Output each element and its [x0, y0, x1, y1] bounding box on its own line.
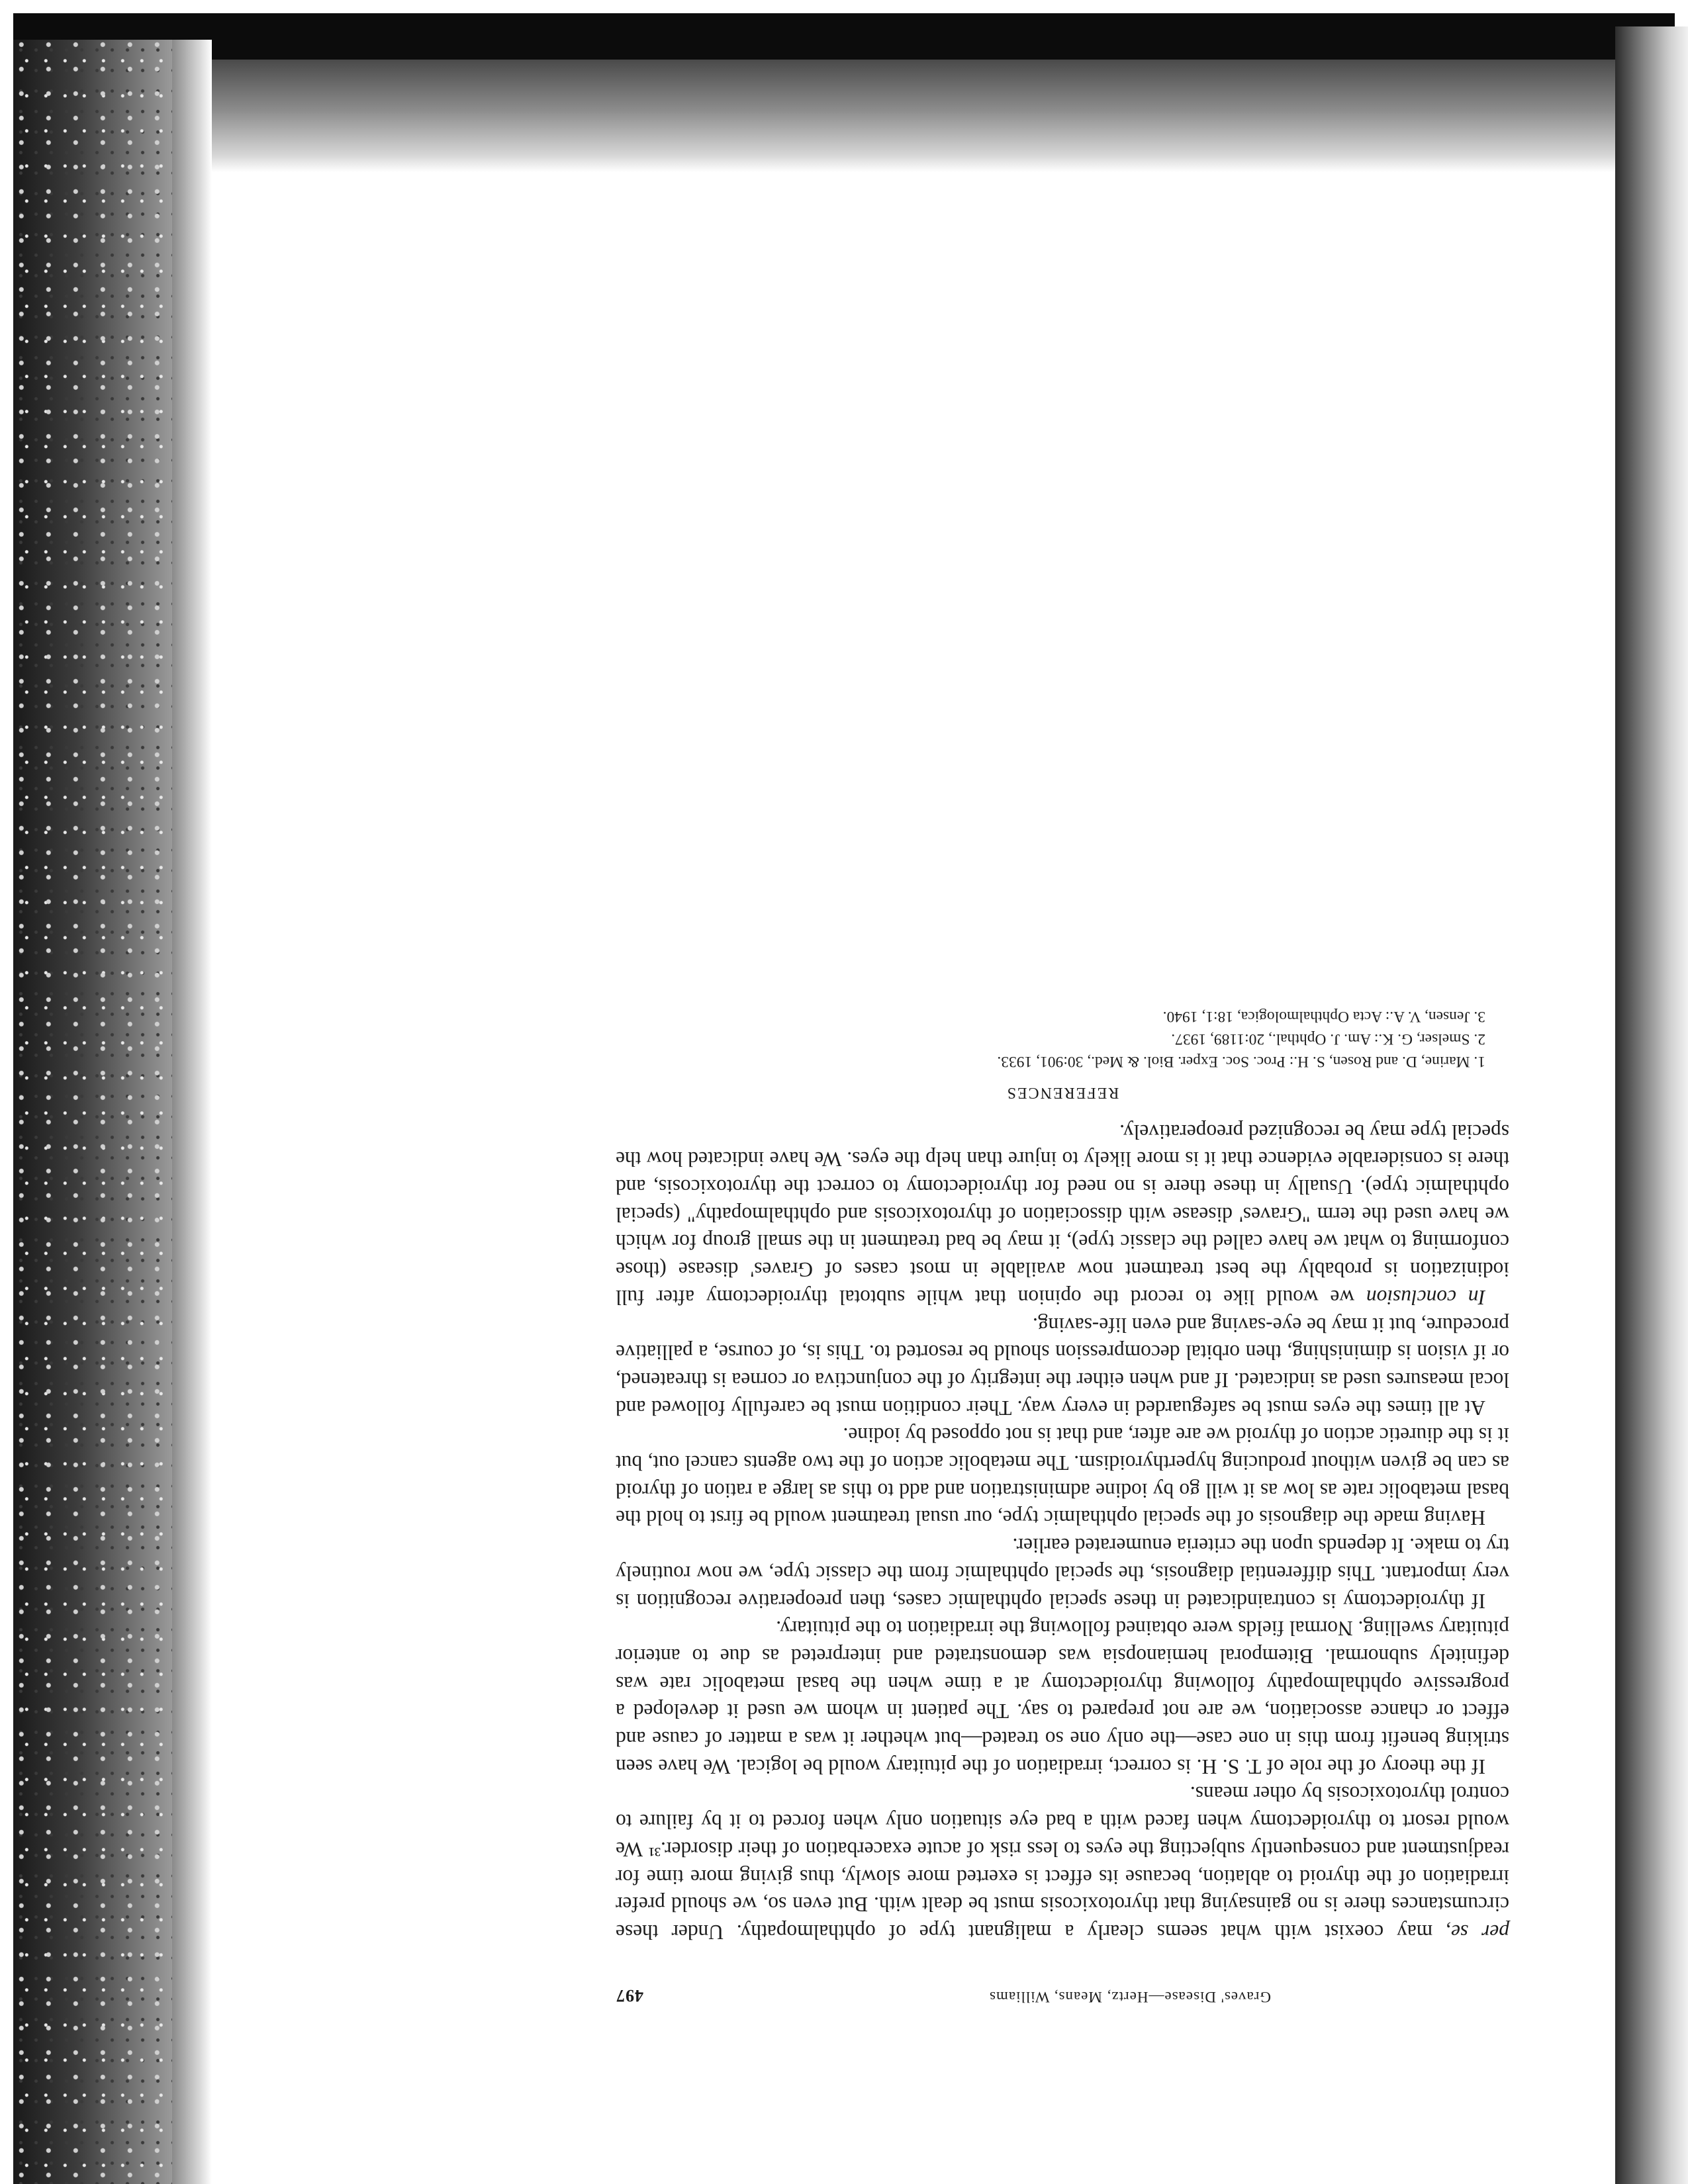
reference-item: 2. Smelser, G. K.: Am. J. Ophthal., 20:1189, 1937. — [1171, 1030, 1485, 1048]
page-gutter-shadow — [172, 40, 212, 2184]
page-top-shadow — [159, 60, 1622, 172]
paragraph-text: If thyroidectomy is contraindicated in these special ophthalmic cases, then preoperative recognition is very important. This differential diagnosis, the special ophthalmic from the classic type, we now routinely try to make. It depends upon the criteria enumerated earlier. — [616, 1534, 1509, 1613]
reference-item: 3. Jensen, V. A.: Acta Ophthalmologica, 18:1, 1940. — [1162, 1008, 1485, 1026]
references-heading: REFERENCES — [1006, 1083, 1119, 1101]
paragraph-text: Having made the diagnosis of the special ophthalmic type, our usual treatment would be first to hold the basal metabolic rate as low as it will go by iodine administration and add to this as large a ration of thyroid as can be given without producing hyperthyroidism. The metabolic action of the two agents cancel out, but it is the diuretic action of thyroid we are after, and that is not opposed by iodine. — [616, 1424, 1509, 1530]
paragraph — [616, 1118, 1509, 1311]
running-head — [616, 1979, 1509, 2005]
paragraph — [616, 1531, 1509, 1614]
running-head-title: Graves' Disease—Hertz, Means, Williams — [989, 1989, 1271, 2005]
paragraph — [616, 1780, 1509, 1946]
paragraph-text: may coexist with what seems clearly a malignant type of ophthalmopathy. Under these circumstances there is no gainsaying that thyrotoxicosis must be dealt with. But even so, we should prefer irradiation of the thyroid to ablation, because its effect is exerted more slowly, thus giving more time for readjustment and consequently subjecting the eyes to less risk of acute exacerbation of their disorder.³¹ We would resort to thyroidectomy when faced with a bad eye situation only when forced to it by failure to control thyrotoxicosis by other means. — [616, 1782, 1509, 1944]
paragraph — [616, 1422, 1509, 1532]
paragraph-lead: per se, — [1446, 1921, 1509, 1944]
document-page — [616, 516, 1509, 2005]
paragraph-text: At all times the eyes must be safeguarded in every way. Their condition must be carefully followed and local measures used as indicated. If and when either the integrity of the conjunctiva or cornea is threatened, or if vision is diminishing, then orbital decompression should be resorted to. This is, of course, a palliative procedure, but it may be eye-saving and even life-saving. — [616, 1313, 1509, 1420]
paragraph — [616, 1615, 1509, 1780]
paragraph — [616, 1311, 1509, 1422]
paragraph-text: we would like to record the opinion that while subtotal thyroidectomy after full iodinization is probably the best treatment now available in most cases of Graves' disease (those conforming to what we have called the classic type), it may be bad treatment in the small group for which we have used the term "Graves' disease with dissociation of thyrotoxicosis and ophthalmopathy" (special ophthalmic type). Usually in these there is no need for thyroidectomy to correct the thyrotoxicosis, and there is considerable evidence that it is more likely to injure than help the eyes. We have indicated how the special type may be recognized preoperatively. — [616, 1120, 1509, 1309]
paragraph-lead: In conclusion — [1366, 1285, 1485, 1309]
scanner-edge-top — [13, 13, 1675, 66]
page-number: 497 — [616, 1986, 643, 2005]
paragraph-text: If the theory of the role of T. S. H. is correct, irradiation of the pituitary would be logical. We have seen striking benefit from this in one case—the only one so treated—but whether it was a matter of cause and effect or chance association, we are not prepared to say. The patient in whom we used it developed a progressive ophthalmopathy following thyroidectomy at a time when the basal metabolic rate was definitely subnormal. Bitemporal hemianopsia was demonstrated and interpreted as due to anterior pituitary swelling. Normal fields were obtained following the irradiation to the pituitary. — [616, 1617, 1509, 1778]
body-text — [616, 1005, 1509, 1946]
reference-item: 1. Marine, D. and Rosen, S. H.: Proc. Soc. Exper. Biol. & Med., 30:901, 1933. — [997, 1053, 1485, 1071]
scanner-edge-right — [1615, 26, 1688, 2184]
references-list — [616, 1005, 1509, 1073]
book-binding-edge — [13, 40, 172, 2184]
